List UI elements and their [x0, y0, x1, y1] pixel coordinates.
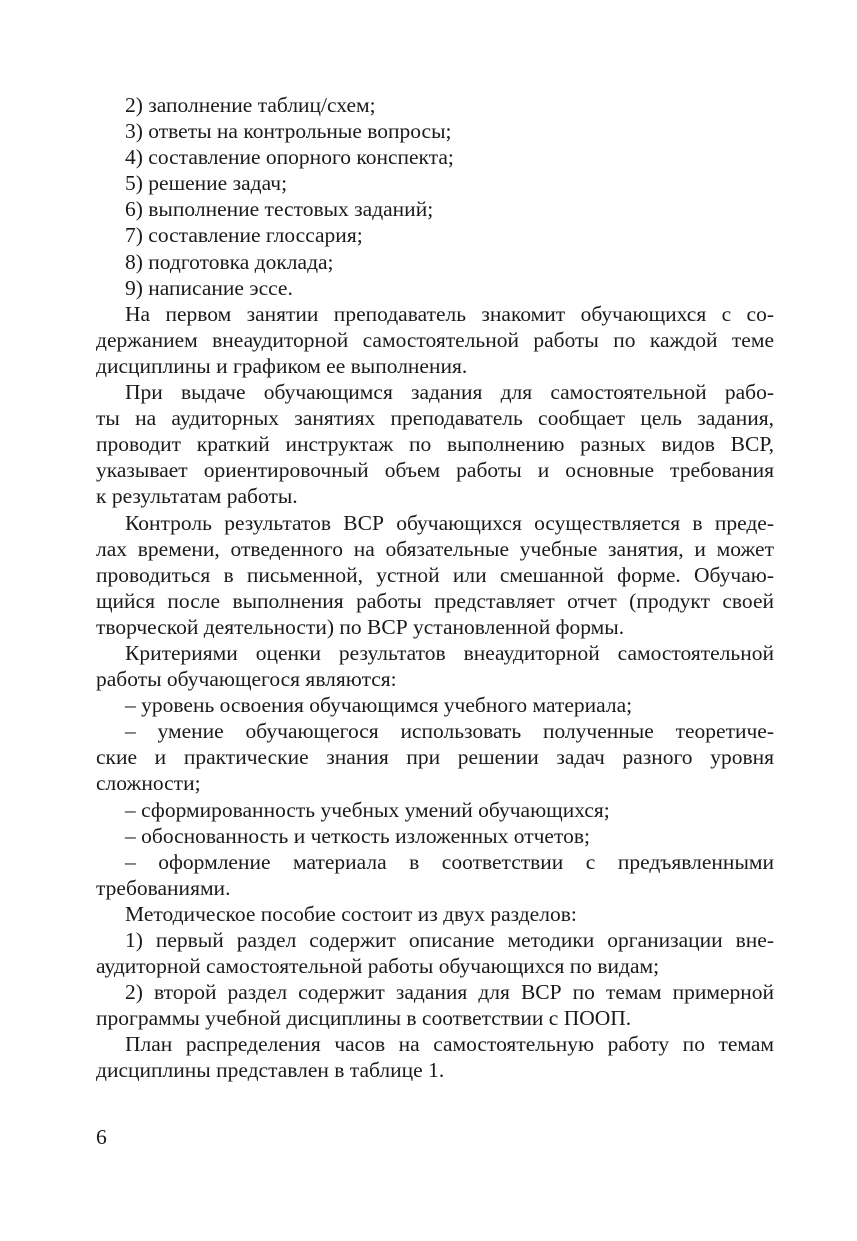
paragraph-control	[96, 510, 774, 640]
text-line: ты на аудиторных занятиях преподаватель сообщает цель задания,	[96, 406, 774, 431]
list-item: 5) решение задач;	[125, 171, 288, 196]
criteria-item: – сформированность учебных умений обучающихся;	[125, 797, 610, 822]
text-line: Контроль результатов ВСР обучающихся осуществляется в преде-	[125, 510, 774, 535]
criteria-item: – умение обучающегося использовать полученные теоретиче-	[125, 719, 774, 744]
criteria-item: – уровень освоения обучающимся учебного материала;	[125, 693, 633, 718]
list-item: 2) заполнение таблиц/схем;	[125, 93, 376, 117]
section-item-continuation: аудиторной самостоятельной работы обучающихся по видам;	[96, 954, 660, 979]
list-item: 7) составление глоссария;	[125, 223, 363, 248]
text-line: При выдаче обучающимся задания для самостоятельной рабо-	[125, 380, 774, 405]
text-line: творческой деятельности) по ВСР установленной формы.	[96, 614, 625, 639]
paragraph-task	[96, 379, 774, 509]
criteria-list	[96, 692, 774, 901]
section-item: 2) второй раздел содержит задания для ВСР по темам примерной	[125, 980, 774, 1005]
criteria-item-continuation: требованиями.	[96, 875, 231, 900]
text-line: Критериями оценки результатов внеаудиторной самостоятельной	[125, 640, 774, 665]
criteria-item: – оформление материала в соответствии с предъявленными	[125, 849, 774, 874]
page-body	[96, 92, 774, 1084]
criteria-item-continuation: сложности;	[96, 771, 201, 796]
sections-list	[96, 927, 774, 1031]
list-item: 9) написание эссе.	[125, 275, 293, 300]
text-line: лах времени, отведенного на обязательные учебные занятия, и может	[96, 536, 774, 561]
paragraph-intro	[96, 301, 774, 379]
text-line: работы обучающегося являются:	[96, 667, 397, 692]
list-item: 4) составление опорного конспекта;	[125, 145, 454, 170]
criteria-item: – обоснованность и четкость изложенных отчетов;	[125, 823, 590, 848]
section-item-continuation: программы учебной дисциплины в соответствии с ПООП.	[96, 1006, 632, 1031]
text-line: Методическое пособие состоит из двух разделов:	[125, 901, 577, 926]
list-item: 6) выполнение тестовых заданий;	[125, 197, 434, 222]
text-line: План распределения часов на самостоятельную работу по темам	[125, 1032, 774, 1057]
paragraph-plan	[96, 1031, 774, 1083]
text-line: указывает ориентировочный объем работы и основные требования	[96, 458, 774, 483]
list-item: 3) ответы на контрольные вопросы;	[125, 119, 452, 144]
text-line: держанием внеаудиторной самостоятельной работы по каждой теме	[96, 327, 774, 352]
text-line: к результатам работы.	[96, 484, 298, 509]
page-number: 6	[96, 1125, 107, 1149]
criteria-item-continuation: ские и практические знания при решении задач разного уровня	[96, 745, 774, 770]
section-item: 1) первый раздел содержит описание методики организации вне-	[125, 928, 774, 952]
text-line: дисциплины и графиком ее выполнения.	[96, 353, 468, 378]
task-types-list	[96, 92, 774, 301]
paragraph-manual	[96, 901, 774, 927]
list-item: 8) подготовка доклада;	[125, 249, 334, 274]
text-line: На первом занятии преподаватель знакомит обучающихся с со-	[125, 301, 774, 326]
text-line: дисциплины представлен в таблице 1.	[96, 1058, 445, 1083]
text-line: проводит краткий инструктаж по выполнению разных видов ВСР,	[96, 432, 774, 457]
paragraph-criteria	[96, 640, 774, 692]
text-line: проводиться в письменной, устной или смешанной форме. Обучаю-	[96, 562, 774, 587]
text-line: щийся после выполнения работы представляет отчет (продукт своей	[96, 588, 774, 613]
